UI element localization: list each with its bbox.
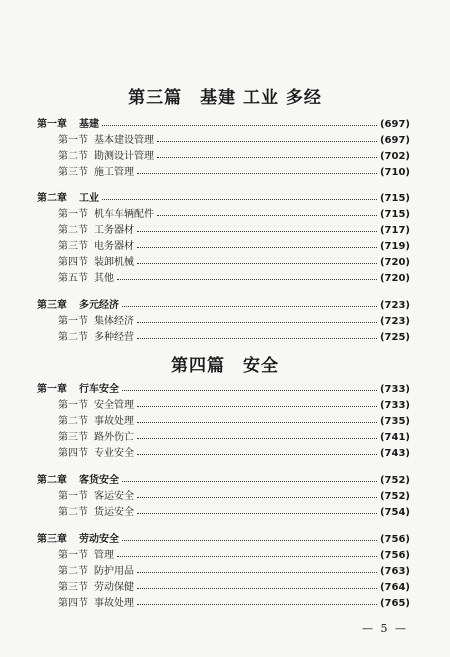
dot-leader bbox=[137, 230, 377, 232]
page-number: (725) bbox=[379, 332, 410, 343]
dot-leader bbox=[137, 262, 377, 264]
section-title: 机车车辆配件 bbox=[94, 209, 154, 220]
section-title: 安全管理 bbox=[94, 400, 134, 411]
section-number: 第二节 bbox=[58, 151, 88, 162]
page-number: (720) bbox=[379, 273, 410, 284]
chapter-title: 客货安全 bbox=[79, 475, 119, 486]
section-title: 集体经济 bbox=[94, 316, 134, 327]
dot-leader bbox=[137, 405, 377, 407]
toc-section-entry bbox=[58, 165, 410, 181]
dot-leader bbox=[137, 603, 377, 605]
toc-chapter-entry bbox=[37, 532, 410, 548]
section-title: 路外伤亡 bbox=[94, 432, 134, 443]
page-number: (723) bbox=[379, 316, 410, 327]
section-number: 第二节 bbox=[58, 566, 88, 577]
section-number: 第三节 bbox=[58, 582, 88, 593]
toc-section-entry bbox=[58, 398, 410, 414]
dot-leader bbox=[122, 389, 377, 391]
toc-section-entry bbox=[58, 489, 410, 505]
toc-section-entry bbox=[58, 596, 410, 612]
section-number: 第四节 bbox=[58, 257, 88, 268]
page-number: (710) bbox=[379, 167, 410, 178]
section-number: 第四节 bbox=[58, 448, 88, 459]
chapter-title: 工业 bbox=[79, 193, 99, 204]
section-number: 第一节 bbox=[58, 550, 88, 561]
toc-chapter-entry bbox=[37, 382, 410, 398]
dot-leader bbox=[137, 512, 377, 514]
chapter-number: 第三章 bbox=[37, 534, 67, 545]
toc-section-entry bbox=[58, 271, 410, 287]
dot-leader bbox=[137, 571, 377, 573]
page-number: (743) bbox=[379, 448, 410, 459]
section-title: 事故处理 bbox=[94, 598, 134, 609]
section-title: 事故处理 bbox=[94, 416, 134, 427]
page-number: (764) bbox=[379, 582, 410, 593]
dot-leader bbox=[137, 587, 377, 589]
section-number: 第一节 bbox=[58, 491, 88, 502]
page-number: (735) bbox=[379, 416, 410, 427]
page-number: (723) bbox=[379, 300, 410, 311]
dot-leader bbox=[122, 539, 377, 541]
dot-leader bbox=[157, 140, 377, 142]
section-number: 第五节 bbox=[58, 273, 88, 284]
dot-leader bbox=[122, 480, 377, 482]
section-title: 施工管理 bbox=[94, 167, 134, 178]
section-number: 第二节 bbox=[58, 507, 88, 518]
page-number: (733) bbox=[379, 384, 410, 395]
page-number: (719) bbox=[379, 241, 410, 252]
toc-chapter-entry bbox=[37, 473, 410, 489]
section-title: 工务器材 bbox=[94, 225, 134, 236]
section-title: 防护用品 bbox=[94, 566, 134, 577]
page-number: (754) bbox=[379, 507, 410, 518]
dot-leader bbox=[117, 555, 377, 557]
section-number: 第三节 bbox=[58, 167, 88, 178]
page-number: (763) bbox=[379, 566, 410, 577]
toc-section-entry bbox=[58, 330, 410, 346]
section-title: 其他 bbox=[94, 273, 114, 284]
toc-chapter-entry bbox=[37, 191, 410, 207]
toc-section-entry bbox=[58, 548, 410, 564]
dot-leader bbox=[137, 246, 377, 248]
page-number: (733) bbox=[379, 400, 410, 411]
section-number: 第一节 bbox=[58, 135, 88, 146]
page-number: (715) bbox=[379, 193, 410, 204]
dot-leader bbox=[137, 453, 377, 455]
page-number: (765) bbox=[379, 598, 410, 609]
dot-leader bbox=[137, 172, 377, 174]
toc-chapter-entry bbox=[37, 117, 410, 133]
page-number: (697) bbox=[379, 119, 410, 130]
section-title: 勘测设计管理 bbox=[94, 151, 154, 162]
section-number: 第一节 bbox=[58, 316, 88, 327]
chapter-title: 基建 bbox=[79, 119, 99, 130]
page-number: (756) bbox=[379, 550, 410, 561]
toc-section-entry bbox=[58, 207, 410, 223]
toc-section-entry bbox=[58, 149, 410, 165]
section-number: 第二节 bbox=[58, 225, 88, 236]
chapter-title: 多元经济 bbox=[79, 300, 119, 311]
dot-leader bbox=[137, 437, 377, 439]
part-title: 第三篇 基建 工业 多经 bbox=[128, 88, 322, 108]
page-number: (720) bbox=[379, 257, 410, 268]
part-title: 第四篇 安全 bbox=[171, 356, 279, 376]
toc-section-entry bbox=[58, 133, 410, 149]
dot-leader bbox=[137, 421, 377, 423]
toc-chapter-entry bbox=[37, 298, 410, 314]
dot-leader bbox=[157, 214, 377, 216]
section-title: 客运安全 bbox=[94, 491, 134, 502]
dot-leader bbox=[122, 305, 377, 307]
chapter-title: 劳动安全 bbox=[79, 534, 119, 545]
dot-leader bbox=[137, 321, 377, 323]
chapter-number: 第二章 bbox=[37, 193, 67, 204]
chapter-number: 第二章 bbox=[37, 475, 67, 486]
section-title: 专业安全 bbox=[94, 448, 134, 459]
section-title: 装卸机械 bbox=[94, 257, 134, 268]
page-number: (697) bbox=[379, 135, 410, 146]
section-title: 多种经营 bbox=[94, 332, 134, 343]
dot-leader bbox=[137, 337, 377, 339]
section-number: 第二节 bbox=[58, 416, 88, 427]
dot-leader bbox=[137, 496, 377, 498]
dot-leader bbox=[102, 124, 377, 126]
toc-section-entry bbox=[58, 255, 410, 271]
section-number: 第一节 bbox=[58, 209, 88, 220]
section-number: 第四节 bbox=[58, 598, 88, 609]
chapter-number: 第三章 bbox=[37, 300, 67, 311]
chapter-number: 第一章 bbox=[37, 384, 67, 395]
section-title: 货运安全 bbox=[94, 507, 134, 518]
section-title: 劳动保健 bbox=[94, 582, 134, 593]
toc-section-entry bbox=[58, 414, 410, 430]
section-number: 第二节 bbox=[58, 332, 88, 343]
page-number: (702) bbox=[379, 151, 410, 162]
page-number: (717) bbox=[379, 225, 410, 236]
toc-section-entry bbox=[58, 430, 410, 446]
section-title: 管理 bbox=[94, 550, 114, 561]
section-title: 基本建设管理 bbox=[94, 135, 154, 146]
section-number: 第一节 bbox=[58, 400, 88, 411]
page-number: (715) bbox=[379, 209, 410, 220]
toc-section-entry bbox=[58, 446, 410, 462]
toc-section-entry bbox=[58, 314, 410, 330]
dot-leader bbox=[157, 156, 377, 158]
toc-section-entry bbox=[58, 564, 410, 580]
section-title: 电务器材 bbox=[94, 241, 134, 252]
section-number: 第三节 bbox=[58, 432, 88, 443]
toc-section-entry bbox=[58, 580, 410, 596]
dot-leader bbox=[117, 278, 377, 280]
chapter-title: 行车安全 bbox=[79, 384, 119, 395]
dot-leader bbox=[102, 198, 377, 200]
page-number: (756) bbox=[379, 534, 410, 545]
page-folio: — 5 — bbox=[362, 622, 408, 635]
toc-section-entry bbox=[58, 223, 410, 239]
page-number: (741) bbox=[379, 432, 410, 443]
section-number: 第三节 bbox=[58, 241, 88, 252]
page-number: (752) bbox=[379, 475, 410, 486]
page-number: (752) bbox=[379, 491, 410, 502]
toc-section-entry bbox=[58, 505, 410, 521]
toc-section-entry bbox=[58, 239, 410, 255]
chapter-number: 第一章 bbox=[37, 119, 67, 130]
